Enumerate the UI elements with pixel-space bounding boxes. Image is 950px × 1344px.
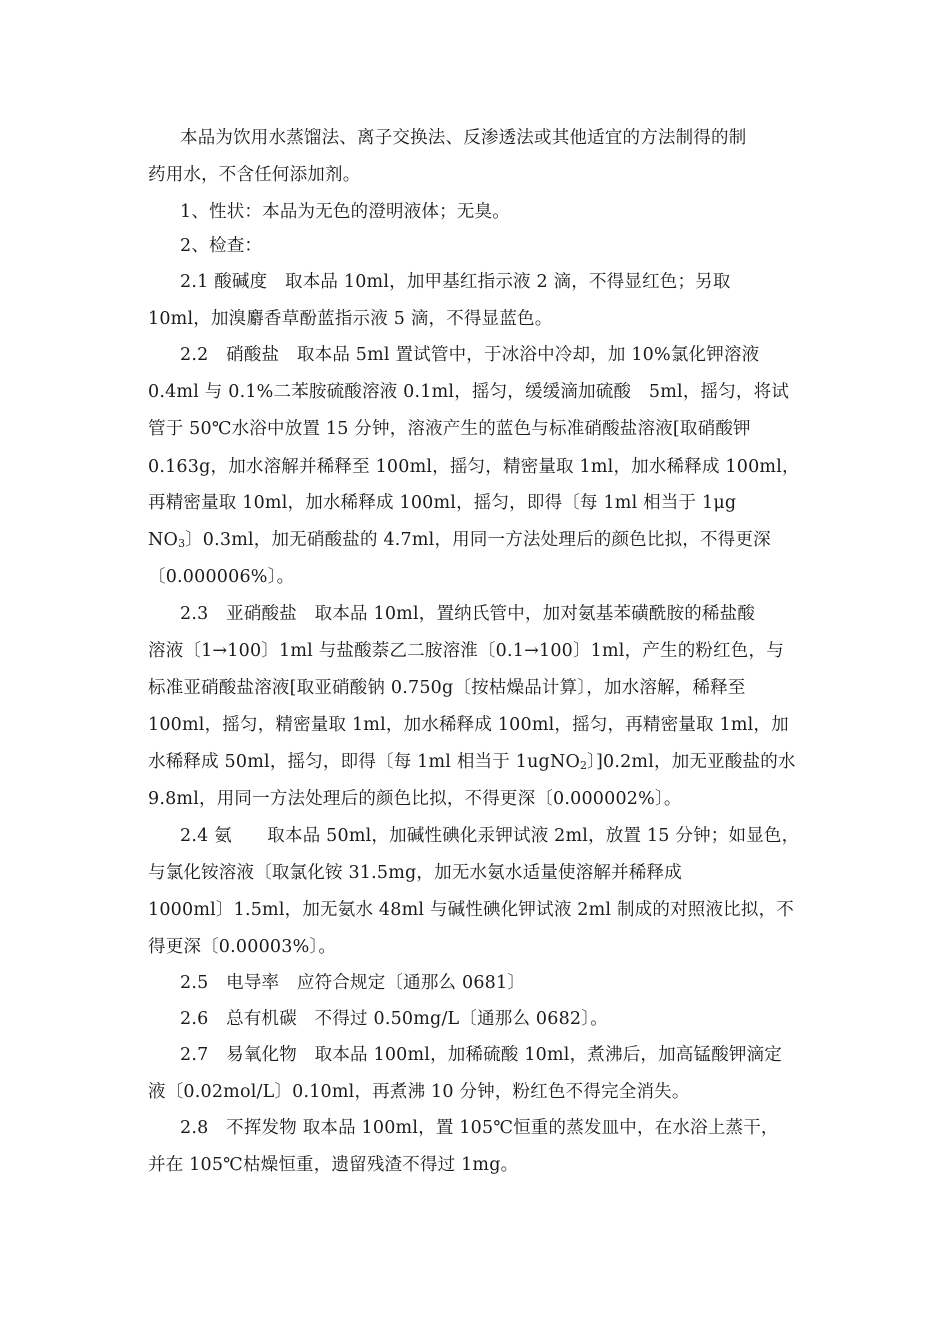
nitrite-subscript: 2 <box>580 759 588 772</box>
text-line-10: 0.163g，加水溶解并稀释至 100ml，摇匀，精密量取 1ml，加水稀释成 100ml， <box>148 457 800 477</box>
text-line-6: 10ml，加溴麝香草酚蓝指示液 5 滴，不得显蓝色。 <box>148 309 553 329</box>
text-line-3: 1、性状：本品为无色的澄明液体；无臭。 <box>180 202 510 222</box>
text-line-4: 2、检查： <box>180 236 263 256</box>
text-line-18-rest: 〕]0.2ml，加无亚酸盐的水 <box>587 752 796 772</box>
text-line-1: 本品为饮用水蒸馏法、离子交换法、反渗透法或其他适宜的方法制得的制 <box>180 128 747 148</box>
text-line-29: 并在 105℃枯燥恒重，遗留残渣不得过 1mg。 <box>148 1155 519 1175</box>
text-line-18 <box>148 750 796 778</box>
text-line-5: 2.1 酸碱度 取本品 10ml，加甲基红指示液 2 滴，不得显红色；另取 <box>180 272 731 292</box>
text-line-27: 液〔0.02mol/L〕0.10ml，再煮沸 10 分钟，粉红色不得完全消失。 <box>148 1082 690 1102</box>
text-line-22: 1000ml〕1.5ml，加无氨水 48ml 与碱性碘化钾试液 2ml 制成的对照液比拟，不 <box>148 900 794 920</box>
text-line-26: 2.7 易氧化物 取本品 100ml，加稀硫酸 10ml，煮沸后，加高锰酸钾滴定 <box>180 1045 783 1065</box>
text-line-8: 0.4ml 与 0.1%二苯胺硫酸溶液 0.1ml，摇匀，缓缓滴加硫酸 5ml，摇匀，将试 <box>148 382 790 402</box>
text-line-21: 与氯化铵溶液〔取氯化铵 31.5mg，加无水氨水适量使溶解并稀释成 <box>148 863 682 883</box>
text-line-19: 9.8ml，用同一方法处理后的颜色比拟，不得更深〔0.000002%〕。 <box>148 789 682 809</box>
text-line-7: 2.2 硝酸盐 取本品 5ml 置试管中，于冰浴中冷却，加 10%氯化钾溶液 <box>180 345 760 365</box>
text-line-24: 2.5 电导率 应符合规定〔通那么 0681〕 <box>180 973 526 993</box>
nitrate-subscript: 3 <box>178 537 186 550</box>
text-line-9: 管于 50℃水浴中放置 15 分钟，溶液产生的蓝色与标准硝酸盐溶液[取硝酸钾 <box>148 419 751 439</box>
text-line-25: 2.6 总有机碳 不得过 0.50mg/L〔通那么 0682〕。 <box>180 1009 608 1029</box>
text-line-14: 2.3 亚硝酸盐 取本品 10ml，置纳氏管中，加对氨基苯磺酰胺的稀盐酸 <box>180 604 756 624</box>
text-line-2: 药用水，不含任何添加剂。 <box>148 165 361 185</box>
text-line-23: 得更深〔0.00003%〕。 <box>148 937 337 957</box>
text-line-16: 标准亚硝酸盐溶液[取亚硝酸钠 0.750g〔按枯燥品计算〕，加水溶解，稀释至 <box>148 678 746 698</box>
text-line-11: 再精密量取 10ml，加水稀释成 100ml，摇匀，即得〔每 1ml 相当于 1μg <box>148 493 737 513</box>
text-line-13: 〔0.000006%〕。 <box>148 567 295 587</box>
text-line-18-start: 水稀释成 50ml，摇匀，即得〔每 1ml 相当于 1ugNO <box>148 752 581 772</box>
text-line-28: 2.8 不挥发物 取本品 100ml，置 105℃恒重的蒸发皿中，在水浴上蒸干， <box>180 1118 779 1138</box>
text-line-12-rest: 〕0.3ml，加无硝酸盐的 4.7ml，用同一方法处理后的颜色比拟，不得更深 <box>185 530 771 550</box>
text-line-15: 溶液〔1→100〕1ml 与盐酸萘乙二胺溶淮〔0.1→100〕1ml，产生的粉红色，与 <box>148 641 784 661</box>
nitrate-formula: NO <box>148 530 179 550</box>
text-line-17: 100ml，摇匀，精密量取 1ml，加水稀释成 100ml，摇匀，再精密量取 1ml，加 <box>148 715 789 735</box>
text-line-20: 2.4 氨 取本品 50ml，加碱性碘化汞钾试液 2ml，放置 15 分钟；如显色， <box>180 826 800 846</box>
text-line-12 <box>148 528 771 556</box>
